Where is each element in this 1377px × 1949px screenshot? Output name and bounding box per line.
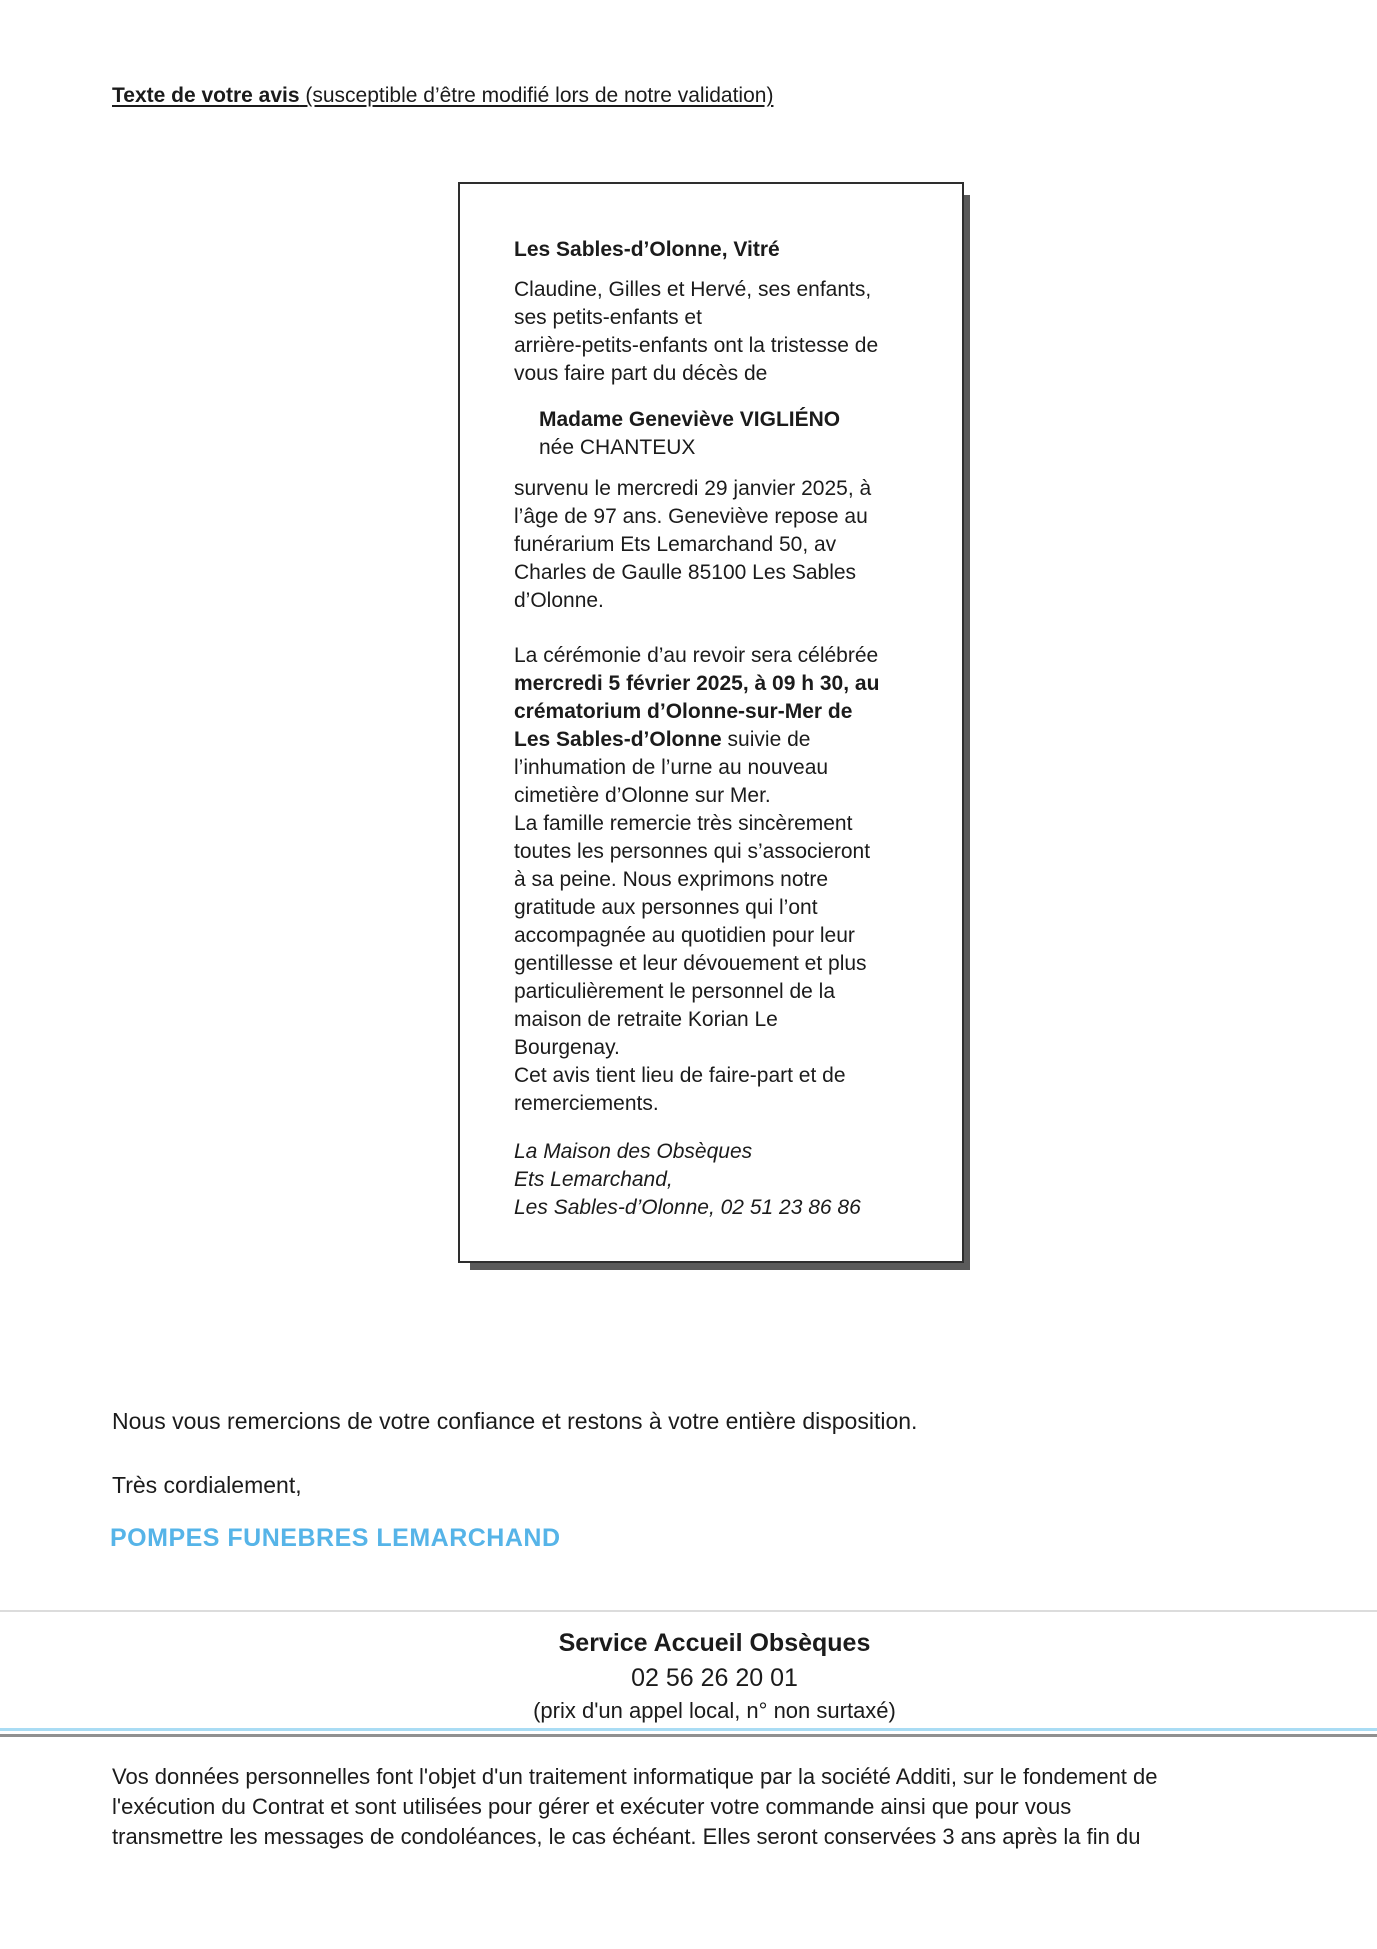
notice-funeral-home (514, 1138, 944, 1222)
notice-line: vous faire part du décès de (514, 362, 768, 385)
notice-line: née CHANTEUX (539, 436, 696, 459)
notice-line: Madame Geneviève VIGLIÉNO (539, 408, 841, 431)
notice-line: La famille remercie très sincèrement (514, 812, 853, 835)
notice-family-paragraph (514, 276, 944, 388)
notice-line: La cérémonie d’au revoir sera célébrée (514, 644, 879, 667)
notice-line: Les Sables-d’Olonne, 02 51 23 86 86 (514, 1196, 861, 1219)
notice-line: Claudine, Gilles et Hervé, ses enfants, (514, 278, 872, 301)
company-name: POMPES FUNEBRES LEMARCHAND (110, 1524, 561, 1552)
service-phone-note: (prix d'un appel local, n° non surtaxé) (533, 1698, 896, 1723)
notice-line: Bourgenay. (514, 1036, 620, 1059)
notice-line: ses petits-enfants et (514, 306, 702, 329)
notice-line: survenu le mercredi 29 janvier 2025, à (514, 477, 872, 500)
notice-line: gratitude aux personnes qui l’ont (514, 896, 818, 919)
footer-gray-divider (0, 1734, 1377, 1737)
notice-line: accompagnée au quotidien pour leur (514, 924, 855, 947)
obituary-notice-box (458, 182, 964, 1263)
thanks-line: Nous vous remercions de votre confiance et restons à votre entière disposition. (112, 1408, 918, 1434)
footer-contact-band (26, 1626, 1377, 1726)
page-title (112, 84, 773, 108)
notice-line: l’âge de 97 ans. Geneviève repose au (514, 505, 868, 528)
notice-line: arrière-petits-enfants ont la tristesse de (514, 334, 879, 357)
salutation-line: Très cordialement, (112, 1472, 302, 1498)
service-title: Service Accueil Obsèques (558, 1629, 871, 1657)
service-phone-number: 02 56 26 20 01 (631, 1664, 798, 1692)
notice-line: d’Olonne. (514, 589, 604, 612)
notice-line: La Maison des Obsèques (514, 1140, 753, 1163)
page-title-rest: (susceptible d’être modifié lors de notre validation) (299, 84, 774, 107)
notice-line: Ets Lemarchand, (514, 1168, 673, 1191)
notice-line: l’inhumation de l’urne au nouveau (514, 756, 829, 779)
notice-line: Les Sables-d’Olonne suivie de (514, 728, 811, 751)
legal-line: transmettre les messages de condoléances, le cas échéant. Elles seront conservées 3 ans après la fin du (112, 1824, 1141, 1849)
legal-text (112, 1762, 1322, 1852)
notice-ceremony-paragraph (514, 642, 944, 1118)
notice-deceased-name (514, 406, 944, 462)
notice-line: toutes les personnes qui s’associeront (514, 840, 871, 863)
notice-line: funérarium Ets Lemarchand 50, av (514, 533, 837, 556)
notice-text (514, 236, 944, 1222)
notice-city-line (514, 236, 944, 264)
notice-line: Cet avis tient lieu de faire-part et de (514, 1064, 846, 1087)
notice-line: maison de retraite Korian Le (514, 1008, 778, 1031)
notice-line: gentillesse et leur dévouement et plus (514, 952, 867, 975)
notice-line: Les Sables-d’Olonne, Vitré (514, 238, 780, 261)
notice-line: crématorium d’Olonne-sur-Mer de (514, 700, 853, 723)
legal-line: Vos données personnelles font l'objet d'un traitement informatique par la société Additi, sur le fondement de (112, 1764, 1158, 1789)
page-title-bold: Texte de votre avis (112, 84, 300, 107)
notice-line: mercredi 5 février 2025, à 09 h 30, au (514, 672, 880, 695)
notice-death-details (514, 475, 944, 615)
legal-line: l'exécution du Contrat et sont utilisées pour gérer et exécuter votre commande ainsi que pour vous (112, 1794, 1072, 1819)
notice-line: cimetière d’Olonne sur Mer. (514, 784, 771, 807)
notice-line: remerciements. (514, 1092, 659, 1115)
footer-blue-divider (0, 1728, 1377, 1731)
notice-line: Charles de Gaulle 85100 Les Sables (514, 561, 857, 584)
footer-top-divider (0, 1610, 1377, 1612)
notice-line: à sa peine. Nous exprimons notre (514, 868, 829, 891)
notice-line: particulièrement le personnel de la (514, 980, 836, 1003)
